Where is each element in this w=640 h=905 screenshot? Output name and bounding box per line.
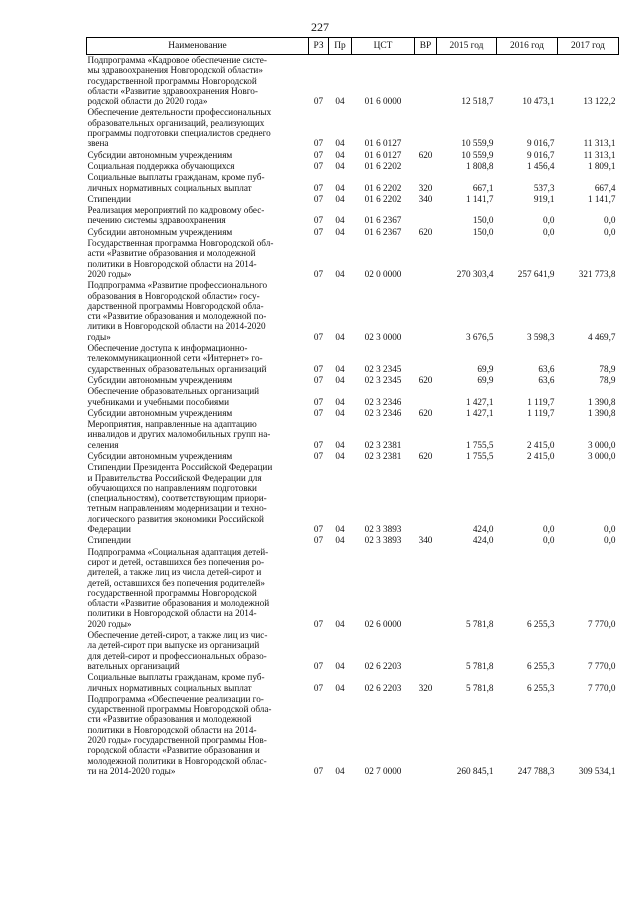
row-name-line: Реализация мероприятий по кадровому обес- <box>87 205 265 216</box>
row-name-line: государственной программы Новгородской <box>87 75 257 86</box>
row-name-line: Подпрограмма «Кадровое обеспечение систе- <box>87 55 267 65</box>
row-2015-cell: 150,0 <box>472 226 494 237</box>
row-name-cell <box>87 375 309 386</box>
row-name-line: ти на 2014-2020 годы» <box>87 765 176 776</box>
table-row <box>87 194 619 205</box>
row-2015-cell: 1 427,1 <box>465 407 494 418</box>
row-name-cell <box>87 535 309 546</box>
row-2015-cell: 424,0 <box>472 524 494 535</box>
row-pr-cell: 04 <box>335 215 345 226</box>
row-2015-cell: 1 141,7 <box>465 193 494 204</box>
row-2017-cell: 1 390,8 <box>587 407 616 418</box>
row-name-line: Стипендии Президента Российской Федерации <box>87 462 273 473</box>
row-name-line: политики в Новгородской области на 2014- <box>87 724 257 735</box>
row-vr-cell: 320 <box>418 682 433 693</box>
row-2016-cell: 6 255,3 <box>526 618 555 629</box>
row-2015-cell: 69,9 <box>477 374 494 385</box>
row-2016-cell: 1 456,4 <box>526 160 555 171</box>
row-2017-cell: 667,4 <box>594 182 616 193</box>
row-pr-cell: 04 <box>335 396 345 407</box>
row-name-line: области «Развитие здравоохранения Новго- <box>87 85 258 96</box>
row-name-cell <box>87 161 309 172</box>
column-header-cst: ЦСТ <box>352 38 415 55</box>
row-2016-cell: 9 016,7 <box>526 138 555 149</box>
row-vr-cell <box>415 343 437 375</box>
row-cst-cell: 01 6 2367 <box>364 226 402 237</box>
table-row <box>87 462 619 535</box>
row-name-line: Обеспечение деятельности профессиональных <box>87 107 272 118</box>
row-2017-cell: 1 141,7 <box>587 193 616 204</box>
row-name-line: звена <box>87 138 109 149</box>
row-name-cell <box>87 280 309 343</box>
row-2015-cell: 1 755,5 <box>465 450 494 461</box>
row-pr-cell: 04 <box>335 765 345 776</box>
row-rz-cell: 07 <box>313 450 324 461</box>
row-name-line: Стипендии <box>87 193 131 204</box>
row-2016-cell: 3 598,3 <box>526 331 555 342</box>
row-pr-cell: 04 <box>335 439 345 450</box>
row-rz-cell: 07 <box>313 268 324 279</box>
row-rz-cell: 07 <box>313 618 324 629</box>
row-name-line: Подпрограмма «Обеспечение реализации го- <box>87 693 264 704</box>
row-name-cell <box>87 672 309 694</box>
row-name-line: Федерации <box>87 524 131 535</box>
row-2017-cell: 321 773,8 <box>578 268 616 279</box>
table-header-row <box>87 38 619 55</box>
row-2017-cell: 7 770,0 <box>587 682 616 693</box>
row-name-cell <box>87 408 309 419</box>
row-vr-cell: 320 <box>418 182 433 193</box>
row-2015-cell: 260 845,1 <box>456 765 494 776</box>
row-name-line: годы» <box>87 331 111 342</box>
row-name-line: сударственных образовательных организаций <box>87 363 267 374</box>
row-name-line: 2020 годы» государственной программы Нов- <box>87 735 267 745</box>
row-pr-cell: 04 <box>335 96 345 107</box>
row-2016-cell: 6 255,3 <box>526 660 555 671</box>
row-name-line: Обеспечение доступа к информационно- <box>87 343 248 354</box>
row-vr-cell <box>415 630 437 672</box>
row-cst-cell: 02 6 2203 <box>364 660 402 671</box>
table-row <box>87 205 619 227</box>
row-2017-cell: 309 534,1 <box>578 765 616 776</box>
column-header-name: Наименование <box>87 38 309 55</box>
row-name-line: Субсидии автономным учреждениям <box>87 149 233 160</box>
row-vr-cell <box>415 107 437 149</box>
row-2016-cell: 63,6 <box>538 363 555 374</box>
row-2017-cell: 7 770,0 <box>587 660 616 671</box>
row-pr-cell: 04 <box>335 331 345 342</box>
table-row <box>87 227 619 238</box>
row-2017-cell: 0,0 <box>604 215 616 226</box>
page-number: 227 <box>311 20 329 34</box>
column-header-pr: Пр <box>329 38 352 55</box>
row-2015-cell: 1 427,1 <box>465 396 494 407</box>
row-2015-cell: 1 755,5 <box>465 439 494 450</box>
row-2016-cell: 1 119,7 <box>527 407 555 418</box>
row-2015-cell: 150,0 <box>472 215 494 226</box>
row-name-line: Социальная поддержка обучающихся <box>87 160 235 171</box>
row-name-line: государственной программы Новгородской <box>87 587 257 598</box>
row-name-line: сти «Развитие образования и молодежной по- <box>87 311 267 322</box>
row-name-cell <box>87 55 309 108</box>
row-pr-cell: 04 <box>335 182 345 193</box>
row-2016-cell: 63,6 <box>538 374 555 385</box>
table-row <box>87 535 619 546</box>
column-header-2017: 2017 год <box>558 38 619 55</box>
row-vr-cell: 340 <box>418 535 433 546</box>
row-name-line: Субсидии автономным учреждениям <box>87 450 233 461</box>
row-pr-cell: 04 <box>335 374 345 385</box>
row-name-line: детей, оставшихся без попечения родителей» <box>87 577 266 588</box>
row-vr-cell: 620 <box>418 226 433 237</box>
row-name-line: селения <box>87 439 119 450</box>
row-name-cell <box>87 343 309 375</box>
row-rz-cell: 07 <box>313 524 324 535</box>
row-2016-cell: 537,3 <box>533 182 555 193</box>
row-cst-cell: 02 3 2346 <box>364 407 402 418</box>
row-pr-cell: 04 <box>335 149 345 160</box>
row-vr-cell <box>415 694 437 777</box>
row-cst-cell: 02 3 2346 <box>364 396 402 407</box>
row-name-line: Субсидии автономным учреждениям <box>87 226 233 237</box>
row-name-line: политики в Новгородской области на 2014- <box>87 608 257 619</box>
row-name-line: мы здравоохранения Новгородской области» <box>87 65 263 76</box>
row-vr-cell: 340 <box>418 193 433 204</box>
row-2017-cell: 1 390,8 <box>587 396 616 407</box>
row-vr-cell <box>415 205 437 227</box>
row-2017-cell: 1 809,1 <box>587 160 616 171</box>
row-rz-cell: 07 <box>313 363 324 374</box>
row-pr-cell: 04 <box>335 138 345 149</box>
row-rz-cell: 07 <box>313 182 324 193</box>
row-2017-cell: 3 000,0 <box>587 450 616 461</box>
row-vr-cell: 620 <box>418 374 433 385</box>
row-name-cell <box>87 630 309 672</box>
row-vr-cell: 620 <box>418 149 433 160</box>
row-name-cell <box>87 238 309 280</box>
row-name-line: программы подготовки специалистов среднего <box>87 128 271 139</box>
row-rz-cell: 07 <box>313 535 324 546</box>
row-name-cell <box>87 172 309 194</box>
column-header-vr: ВР <box>415 38 437 55</box>
row-2015-cell: 424,0 <box>472 535 494 546</box>
row-name-line: Субсидии автономным учреждениям <box>87 374 233 385</box>
row-name-line: образовательных организаций, реализующих <box>87 117 265 128</box>
table-row <box>87 55 619 108</box>
row-pr-cell: 04 <box>335 682 345 693</box>
row-name-line: личных нормативных социальных выплат <box>87 682 252 693</box>
row-2017-cell: 11 313,1 <box>583 138 616 149</box>
row-pr-cell: 04 <box>335 193 345 204</box>
row-pr-cell: 04 <box>335 660 345 671</box>
row-2015-cell: 5 781,8 <box>465 682 494 693</box>
table-body <box>87 55 619 778</box>
row-2016-cell: 0,0 <box>543 535 555 546</box>
row-2017-cell: 7 770,0 <box>587 618 616 629</box>
row-name-cell <box>87 227 309 238</box>
row-vr-cell <box>415 419 437 451</box>
row-cst-cell: 02 3 2345 <box>364 374 402 385</box>
column-header-2015: 2015 год <box>437 38 497 55</box>
table-row <box>87 694 619 777</box>
row-2017-cell: 0,0 <box>604 524 616 535</box>
row-name-line: Социальные выплаты гражданам, кроме пуб- <box>87 172 265 183</box>
row-cst-cell: 01 6 2202 <box>364 160 402 171</box>
table-row <box>87 547 619 630</box>
row-name-line: городской области «Развитие образования и <box>87 745 260 756</box>
row-2016-cell: 6 255,3 <box>526 682 555 693</box>
row-2017-cell: 78,9 <box>599 374 616 385</box>
row-2015-cell: 5 781,8 <box>465 618 494 629</box>
row-2017-cell: 4 469,7 <box>587 331 616 342</box>
row-vr-cell <box>415 462 437 535</box>
row-2017-cell: 0,0 <box>604 226 616 237</box>
table-row <box>87 672 619 694</box>
row-name-line: личных нормативных социальных выплат <box>87 182 252 193</box>
row-name-line: ла детей-сирот при выпуске из организаций <box>87 640 260 651</box>
row-2016-cell: 0,0 <box>543 215 555 226</box>
row-name-cell <box>87 419 309 451</box>
row-name-line: логического развития экономики Российской <box>87 513 264 524</box>
row-2017-cell: 11 313,1 <box>583 149 616 160</box>
row-2015-cell: 12 518,7 <box>461 96 494 107</box>
row-pr-cell: 04 <box>335 535 345 546</box>
row-pr-cell: 04 <box>335 450 345 461</box>
row-pr-cell: 04 <box>335 160 345 171</box>
row-cst-cell: 02 3 0000 <box>364 331 402 342</box>
row-name-cell <box>87 462 309 535</box>
row-2015-cell: 10 559,9 <box>461 138 494 149</box>
row-cst-cell: 02 3 2381 <box>364 439 402 450</box>
row-name-line: учебниками и учебными пособиями <box>87 396 229 407</box>
row-name-line: родской области до 2020 года» <box>87 96 208 107</box>
row-pr-cell: 04 <box>335 268 345 279</box>
row-cst-cell: 01 6 2202 <box>364 193 402 204</box>
row-rz-cell: 07 <box>313 149 324 160</box>
column-header-rz: РЗ <box>309 38 329 55</box>
row-name-line: асти «Развитие образования и молодежной <box>87 248 256 259</box>
row-name-line: Обеспечение детей-сирот, а также лиц из чис- <box>87 630 268 641</box>
row-name-line: области «Развитие образования и молодежной <box>87 598 270 609</box>
row-2016-cell: 247 788,3 <box>517 765 555 776</box>
row-2015-cell: 667,1 <box>472 182 494 193</box>
row-cst-cell: 02 6 0000 <box>364 618 402 629</box>
row-cst-cell: 01 6 2202 <box>364 182 402 193</box>
row-2016-cell: 2 415,0 <box>526 439 555 450</box>
row-name-cell <box>87 547 309 630</box>
row-pr-cell: 04 <box>335 226 345 237</box>
row-name-line: 2020 годы» <box>87 268 132 279</box>
row-name-line: дителей, а также лиц из числа детей-сирот и <box>87 567 262 578</box>
row-cst-cell: 02 3 2381 <box>364 450 402 461</box>
row-2016-cell: 257 641,9 <box>517 268 555 279</box>
row-cst-cell: 02 6 2203 <box>364 682 402 693</box>
row-2017-cell: 3 000,0 <box>587 439 616 450</box>
row-name-line: Стипендии <box>87 535 131 546</box>
row-2016-cell: 10 473,1 <box>522 96 555 107</box>
row-2017-cell: 13 122,2 <box>583 96 616 107</box>
row-rz-cell: 07 <box>313 682 324 693</box>
row-name-cell <box>87 107 309 149</box>
row-rz-cell: 07 <box>313 439 324 450</box>
row-name-line: Субсидии автономным учреждениям <box>87 407 233 418</box>
row-vr-cell <box>415 386 437 408</box>
row-rz-cell: 07 <box>313 138 324 149</box>
row-rz-cell: 07 <box>313 215 324 226</box>
row-pr-cell: 04 <box>335 618 345 629</box>
column-header-2016: 2016 год <box>497 38 558 55</box>
row-name-line: тетным направлениям модернизации и техно- <box>87 503 267 514</box>
table-row <box>87 172 619 194</box>
table-row <box>87 343 619 375</box>
table-row <box>87 161 619 172</box>
row-2015-cell: 3 676,5 <box>465 331 494 342</box>
row-2016-cell: 0,0 <box>543 524 555 535</box>
row-name-line: сирот и детей, оставшихся без попечения ро- <box>87 556 265 567</box>
row-name-line: политики в Новгородской области на 2014- <box>87 258 257 269</box>
row-name-cell <box>87 694 309 777</box>
row-name-line: печению системы здравоохранения <box>87 215 226 226</box>
row-2016-cell: 0,0 <box>543 226 555 237</box>
row-name-cell <box>87 150 309 161</box>
row-2016-cell: 2 415,0 <box>526 450 555 461</box>
row-vr-cell <box>415 280 437 343</box>
table-row <box>87 630 619 672</box>
row-name-line: Социальные выплаты гражданам, кроме пуб- <box>87 672 265 683</box>
row-cst-cell: 01 6 0000 <box>364 96 402 107</box>
row-name-line: обучающихся по направлениям подготовки <box>87 482 257 493</box>
row-pr-cell: 04 <box>335 363 345 374</box>
row-name-line: Мероприятия, направленные на адаптацию <box>87 419 257 430</box>
row-2016-cell: 1 119,7 <box>527 396 555 407</box>
row-name-line: Обеспечение образовательных организаций <box>87 386 260 397</box>
row-rz-cell: 07 <box>313 331 324 342</box>
row-vr-cell: 620 <box>418 450 433 461</box>
table-row <box>87 419 619 451</box>
row-rz-cell: 07 <box>313 396 324 407</box>
row-cst-cell: 02 7 0000 <box>364 765 402 776</box>
row-name-cell <box>87 386 309 408</box>
row-pr-cell: 04 <box>335 524 345 535</box>
row-cst-cell: 02 3 3893 <box>364 535 402 546</box>
row-cst-cell: 02 3 3893 <box>364 524 402 535</box>
row-rz-cell: 07 <box>313 374 324 385</box>
row-cst-cell: 01 6 2367 <box>364 215 402 226</box>
row-2017-cell: 78,9 <box>599 363 616 374</box>
row-name-line: (специальностям), соответствующим приори- <box>87 493 267 504</box>
table-row <box>87 107 619 149</box>
row-2015-cell: 5 781,8 <box>465 660 494 671</box>
table-row <box>87 238 619 280</box>
table-row <box>87 386 619 408</box>
row-vr-cell <box>415 55 437 108</box>
row-vr-cell <box>415 547 437 630</box>
row-pr-cell: 04 <box>335 407 345 418</box>
row-vr-cell: 620 <box>418 407 433 418</box>
row-2015-cell: 10 559,9 <box>461 149 494 160</box>
row-name-line: инвалидов и других маломобильных групп на- <box>87 429 271 440</box>
row-cst-cell: 01 6 0127 <box>364 138 402 149</box>
row-rz-cell: 07 <box>313 660 324 671</box>
row-cst-cell: 01 6 0127 <box>364 149 402 160</box>
row-name-line: сударственной программы Новгородской обла- <box>87 704 272 715</box>
row-name-line: Подпрограмма «Социальная адаптация детей- <box>87 546 269 557</box>
row-rz-cell: 07 <box>313 226 324 237</box>
row-name-line: и Правительства Российской Федерации для <box>87 472 262 483</box>
table-row <box>87 375 619 386</box>
row-2017-cell: 0,0 <box>604 535 616 546</box>
row-2015-cell: 69,9 <box>477 363 494 374</box>
row-name-line: 2020 годы» <box>87 618 132 629</box>
row-name-line: дарственной программы Новгородской обла- <box>87 300 264 311</box>
row-name-cell <box>87 451 309 462</box>
row-name-line: Подпрограмма «Развитие профессионального <box>87 280 268 291</box>
row-name-line: молодежной политики в Новгородской облас- <box>87 755 267 766</box>
table-row <box>87 408 619 419</box>
row-vr-cell <box>415 238 437 280</box>
row-name-line: телекоммуникационной сети «Интернет» го- <box>87 353 263 364</box>
row-name-line: литики в Новгородской области на 2014-2020 <box>87 321 266 332</box>
row-name-line: вательных организаций <box>87 660 180 671</box>
row-name-cell <box>87 205 309 227</box>
row-name-line: для детей-сирот и профессиональных образо- <box>87 650 267 661</box>
row-rz-cell: 07 <box>313 193 324 204</box>
table-row <box>87 150 619 161</box>
row-2015-cell: 1 808,8 <box>465 160 494 171</box>
row-2016-cell: 919,1 <box>533 193 555 204</box>
row-rz-cell: 07 <box>313 407 324 418</box>
row-name-cell <box>87 194 309 205</box>
budget-table <box>86 37 619 777</box>
row-cst-cell: 02 3 2345 <box>364 363 402 374</box>
row-rz-cell: 07 <box>313 765 324 776</box>
row-name-line: Государственная программа Новгородской обл- <box>87 238 274 249</box>
row-name-line: образования в Новгородской области» госу- <box>87 290 260 301</box>
row-cst-cell: 02 0 0000 <box>364 268 402 279</box>
table-row <box>87 280 619 343</box>
table-row <box>87 451 619 462</box>
row-vr-cell <box>415 161 437 172</box>
row-2015-cell: 270 303,4 <box>456 268 494 279</box>
row-2016-cell: 9 016,7 <box>526 149 555 160</box>
row-rz-cell: 07 <box>313 160 324 171</box>
row-name-line: сти «Развитие образования и молодежной <box>87 714 252 725</box>
row-rz-cell: 07 <box>313 96 324 107</box>
